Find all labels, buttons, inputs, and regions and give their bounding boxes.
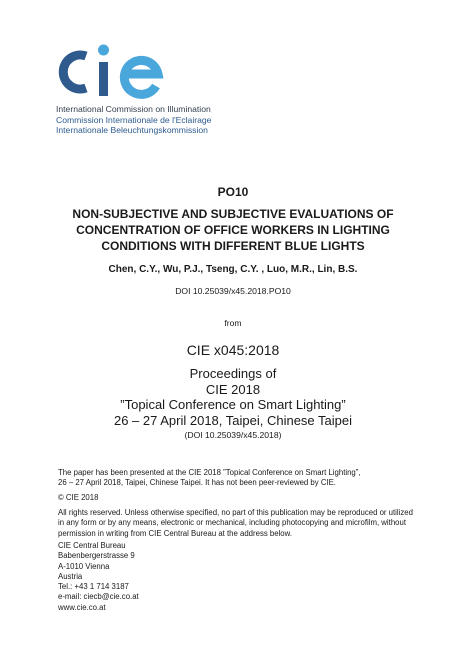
- rights-line: permission in writing from CIE Central Bureau at the address below.: [58, 528, 293, 538]
- org-name-fr: Commission Internationale de l'Eclairage: [56, 114, 212, 125]
- proceedings-block: [0, 366, 466, 428]
- proceedings-line: ”Topical Conference on Smart Lighting”: [120, 397, 346, 412]
- cie-logo: [56, 42, 174, 102]
- org-name-de: Internationale Beleuchtungskommission: [56, 125, 208, 136]
- from-label: from: [224, 318, 242, 328]
- logo-letter-i: [99, 62, 108, 96]
- address-line: CIE Central Bureau: [58, 541, 126, 550]
- copyright: © CIE 2018: [58, 493, 99, 502]
- contact-address: [58, 541, 418, 613]
- title-line: NON-SUBJECTIVE AND SUBJECTIVE EVALUATIONS OF: [72, 207, 394, 221]
- proceedings-line: CIE 2018: [205, 381, 261, 397]
- paper-title: [40, 206, 426, 254]
- logo-letter-e: [124, 60, 158, 94]
- paper-authors: Chen, C.Y., Wu, P.J., Tseng, C.Y. , Luo, M.R., Lin, B.S.: [108, 264, 358, 275]
- organization-names: [56, 104, 211, 136]
- publication-id: CIE x045:2018: [186, 342, 280, 358]
- website-line: www.cie.co.at: [58, 602, 106, 612]
- rights-statement: [58, 508, 418, 539]
- paper-doi: DOI 10.25039/x45.2018.PO10: [175, 286, 291, 296]
- email-line: e-mail: ciecb@cie.co.at: [58, 592, 139, 602]
- paper-code: PO10: [217, 185, 249, 199]
- presentation-note: [58, 468, 418, 489]
- address-line: Babenbergerstrasse 9: [58, 551, 135, 561]
- proceedings-line: Proceedings of: [189, 366, 277, 381]
- address-line: A-1010 Vienna: [58, 561, 110, 571]
- note-line: 26 – 27 April 2018, Taipei, Chinese Taipei. It has not been peer-reviewed by CIE.: [58, 478, 336, 488]
- logo-letter-c: [63, 55, 86, 89]
- org-name-en: International Commission on Illumination: [56, 104, 211, 114]
- phone-line: Tel.: +43 1 714 3187: [58, 582, 129, 592]
- title-line: CONCENTRATION OF OFFICE WORKERS IN LIGHTING: [76, 223, 390, 237]
- proceedings-doi: (DOI 10.25039/x45.2018): [184, 430, 282, 440]
- rights-line: All rights reserved. Unless otherwise specified, no part of this publication may be reproduced or utilized: [58, 508, 413, 517]
- logo-i-dot: [98, 45, 109, 56]
- proceedings-line: 26 – 27 April 2018, Taipei, Chinese Taipei: [113, 412, 353, 428]
- note-line: The paper has been presented at the CIE 2018 ”Topical Conference on Smart Lighting”,: [58, 468, 361, 477]
- rights-line: in any form or by any means, electronic or mechanical, including photocopying and microfilm, without: [58, 518, 406, 528]
- address-line: Austria: [58, 571, 83, 581]
- title-line: CONDITIONS WITH DIFFERENT BLUE LIGHTS: [101, 239, 365, 253]
